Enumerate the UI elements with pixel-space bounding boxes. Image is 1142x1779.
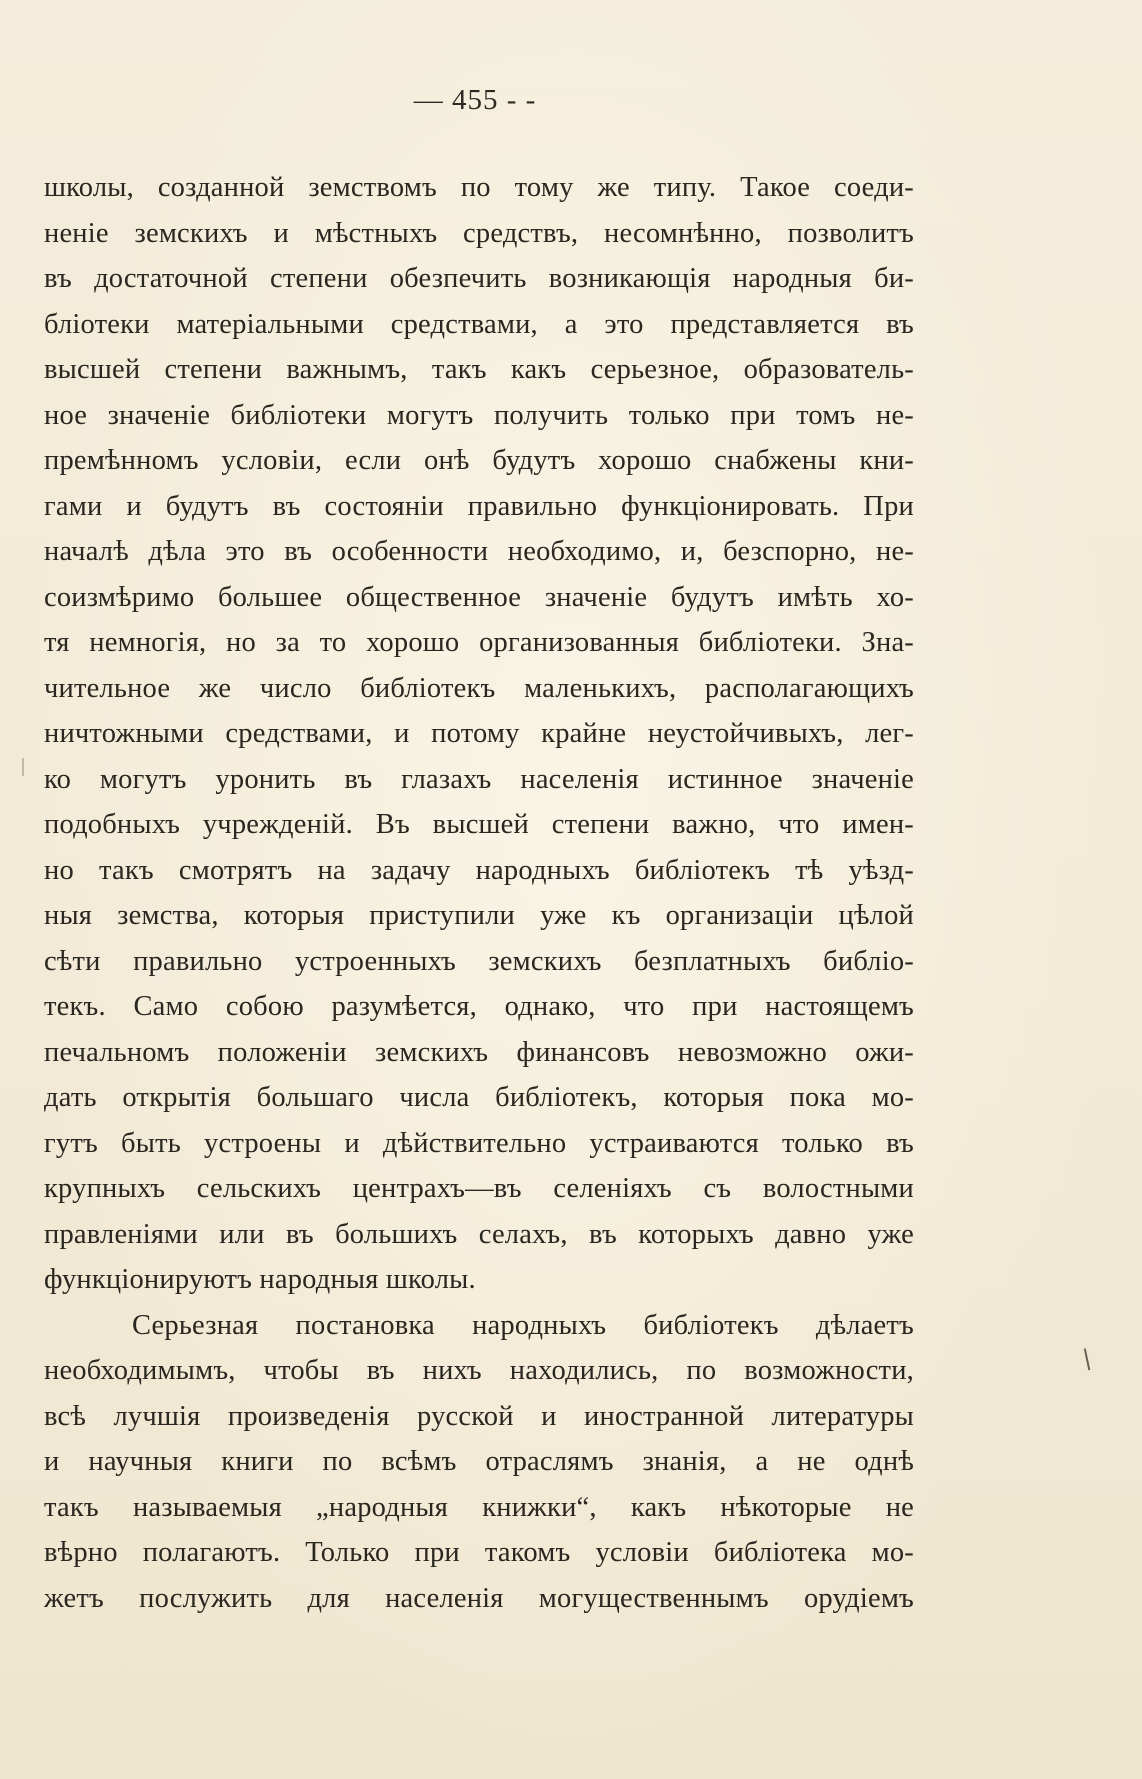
text-line: но такъ смотрятъ на задачу народныхъ библіотекъ тѣ уѣзд- — [44, 854, 914, 886]
text-line: началѣ дѣла это въ особенности необходимо, и, безспорно, не- — [44, 536, 914, 567]
text-line: ныя земства, которыя приступили уже къ организаціи цѣлой — [44, 900, 914, 931]
text-line: и научныя книги по всѣмъ отраслямъ знанія, а не однѣ — [44, 1446, 914, 1477]
text-line: такъ называемыя „народныя книжки“, какъ нѣкоторые не — [44, 1491, 914, 1523]
text-line: ко могутъ уронить въ глазахъ населенія истинное значеніе — [44, 763, 914, 795]
margin-speck — [22, 758, 24, 776]
page-number: — 455 - - — [413, 84, 537, 116]
text-line: крупныхъ сельскихъ центрахъ—въ селеніяхъ съ волостными — [44, 1173, 914, 1204]
text-line: соизмѣримо большее общественное значеніе будутъ имѣть хо- — [44, 581, 914, 613]
text-line: вѣрно полагаютъ. Только при такомъ условіи библіотека мо- — [44, 1537, 914, 1568]
text-line: бліотеки матеріальными средствами, а это представляется въ — [44, 308, 914, 340]
text-line: правленіями или въ большихъ селахъ, въ которыхъ давно уже — [44, 1218, 914, 1250]
margin-pencil-mark — [1084, 1348, 1093, 1371]
text-line: печальномъ положеніи земскихъ финансовъ невозможно ожи- — [44, 1036, 914, 1068]
text-line: Серьезная постановка народныхъ библіотекъ дѣлаетъ — [132, 1309, 914, 1341]
text-line: тя немногія, но за то хорошо организованныя библіотеки. Зна- — [44, 627, 914, 658]
text-line: всѣ лучшія произведенія русской и иностранной литературы — [44, 1400, 914, 1432]
text-line: гами и будутъ въ состояніи правильно функціонировать. При — [44, 490, 914, 522]
text-line: функціонируютъ народныя школы. — [44, 1264, 476, 1295]
text-line: необходимымъ, чтобы въ нихъ находились, по возможности, — [44, 1355, 914, 1386]
text-line: гутъ быть устроены и дѣйствительно устраиваются только въ — [44, 1127, 914, 1159]
text-line: въ достаточной степени обезпечить возникающія народныя би- — [44, 263, 914, 294]
text-line: школы, созданной земствомъ по тому же типу. Такое соеди- — [44, 172, 914, 203]
text-line: подобныхъ учрежденій. Въ высшей степени важно, что имен- — [44, 809, 914, 840]
body-text — [44, 165, 914, 1621]
text-line: жетъ послужить для населенія могущественнымъ орудіемъ — [44, 1582, 914, 1614]
text-line: ное значеніе библіотеки могутъ получить только при томъ не- — [44, 399, 914, 431]
text-line: сѣти правильно устроенныхъ земскихъ безплатныхъ библіо- — [44, 945, 914, 977]
text-line: текъ. Само собою разумѣется, однако, что при настоящемъ — [44, 991, 914, 1022]
text-line: ничтожными средствами, и потому крайне неустойчивыхъ, лег- — [44, 718, 914, 749]
text-line: чительное же число библіотекъ маленькихъ, располагающихъ — [44, 672, 914, 704]
text-line: премѣнномъ условіи, если онѣ будутъ хорошо снабжены кни- — [44, 445, 914, 476]
text-line: высшей степени важнымъ, такъ какъ серьезное, образователь- — [44, 354, 914, 385]
text-line: дать открытія большаго числа библіотекъ, которыя пока мо- — [44, 1082, 914, 1113]
text-line: неніе земскихъ и мѣстныхъ средствъ, несомнѣнно, позволитъ — [44, 217, 914, 249]
